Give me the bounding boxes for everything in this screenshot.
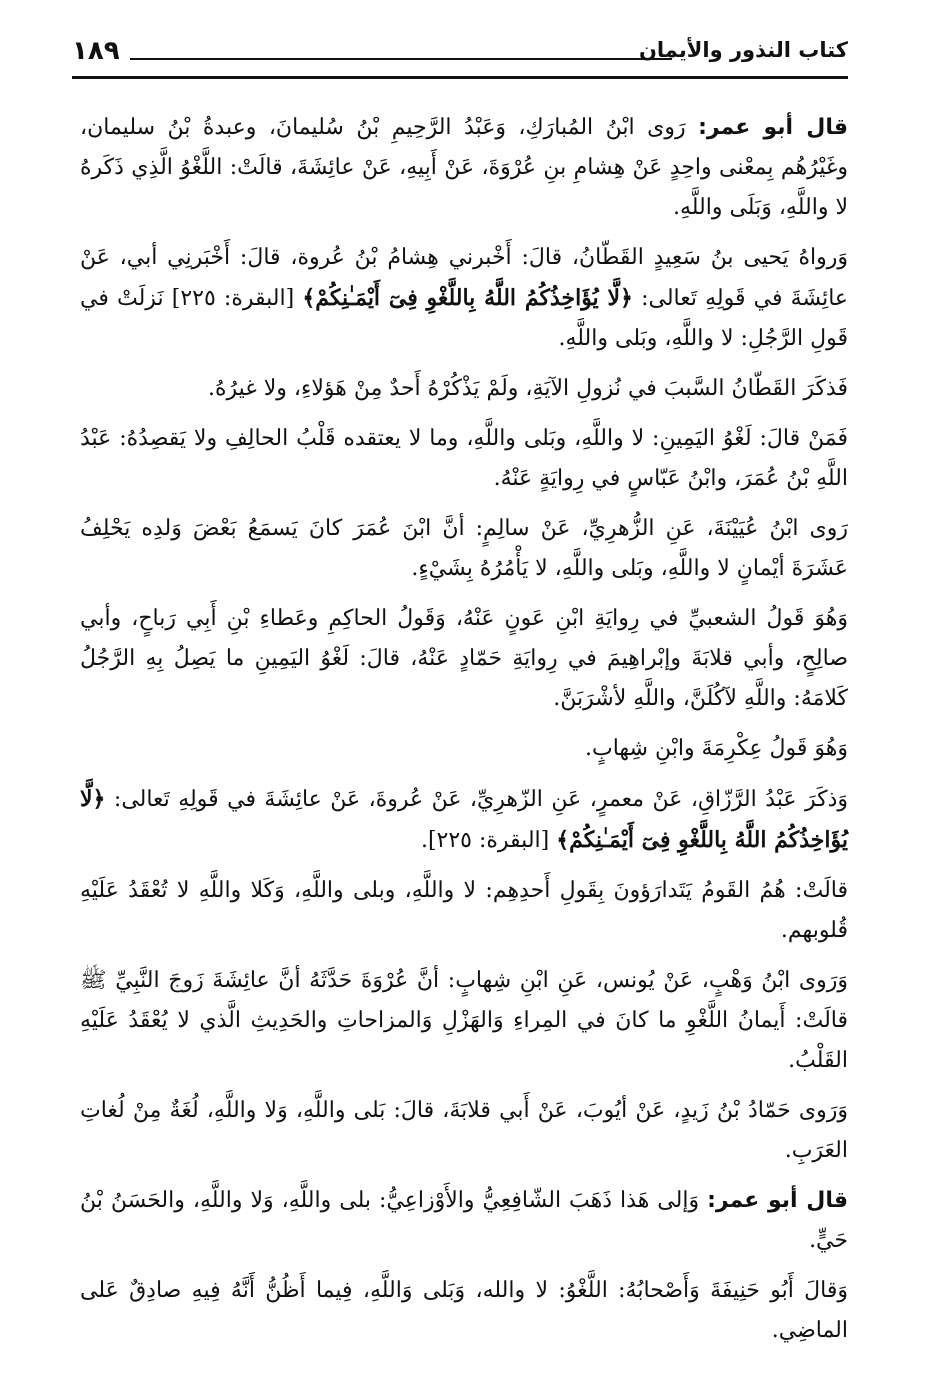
paragraph [80, 1271, 848, 1351]
paragraph-text-continued: نَزلَتْ في قَولِ الرَّجُلِ: لا واللَّهِ، وبَلى واللَّهِ. [80, 286, 848, 351]
quran-verse: ﴿لَّا يُؤَاخِذُكُمُ اللَّهُ بِاللَّغْوِ فِىٓ أَيْمَـٰنِكُمْ﴾ [302, 285, 633, 311]
speaker-label: قال أبو عمر: [707, 1188, 848, 1213]
paragraph-text: وَقالَ أَبُو حَنِيفَةَ وَأَصْحابُهُ: اللَّغْوُ: لا والله، وَبَلى وَاللَّهِ، فِيما أَظُنُّ أَنَّهُ فِيهِ صادِقٌ عَلى الماضِي. [80, 1278, 848, 1343]
verse-reference: [البقرة: ٢٢٥] [171, 286, 295, 311]
paragraph [80, 1181, 848, 1261]
paragraph-text: وَهُوَ قَولُ الشعبيِّ في رِوايَةِ ابْنِ عَونٍ عَنْهُ، وَقَولُ الحاكِمِ وعَطاءِ بْنِ أَبِي رَباحٍ، وأبي صالِحٍ، وأبي قلابَةَ وإبْراهِيمَ في رِوايَةِ حَمّادٍ عَنْهُ، قالَ: لَغْوُ اليَمِينِ ما يَصِلُ بِهِ الرَّجُلُ كَلامَهُ: واللَّهِ لآكُلَنَّ، واللَّهِ لأشْرَبَنَّ. [80, 606, 848, 711]
running-title: كتاب النذور والأيمان [639, 38, 848, 62]
page-header [72, 36, 848, 79]
speaker-label: قال أبو عمر: [698, 115, 848, 140]
paragraph [80, 779, 848, 861]
header-divider [130, 58, 672, 60]
paragraph [80, 509, 848, 589]
paragraph [80, 238, 848, 359]
paragraph-text: وَهُوَ قَولُ عِكْرِمَةَ وابْنِ شِهابٍ. [584, 736, 848, 761]
paragraph [80, 729, 848, 769]
paragraph [80, 369, 848, 409]
paragraph-text: رَوى ابْنُ المُبارَكِ، وَعَبْدُ الرَّحِيمِ بْنُ سُليمانَ، وعبدةُ بْنُ سليمان، وغَيْرُهُم بِمعْنى واحِدٍ عَنْ هِشامِ بنِ عُرْوَةَ، عَنْ أَبِيهِ، عَنْ عائِشَةَ، قالَتْ: اللَّغْوُ الَّذِي ذَكَرهُ لا واللَّهِ، وَبَلَى واللَّهِ. [80, 115, 848, 220]
paragraph [80, 108, 848, 228]
paragraph-text: وَرَوى حَمّادُ بْنُ زَيدٍ، عَنْ أيُوبَ، عَنْ أَبي قلابَةَ، قالَ: بَلى واللَّهِ، وَلا واللَّهِ، لُغَةٌ مِنْ لُغاتِ العَرَبِ. [80, 1098, 848, 1163]
paragraph [80, 1091, 848, 1171]
paragraph [80, 419, 848, 499]
paragraph-text: فَمَنْ قالَ: لَغْوُ اليَمِينِ: لا واللَّهِ، وبَلى واللَّهِ، وما لا يعتقده قَلْبُ الحالِفِ ولا يَقصِدُهُ: عَبْدُ اللَّهِ بْنُ عُمَرَ، وابْنُ عَبّاسٍ في رِوايَةٍ عَنْهُ. [80, 426, 848, 491]
page-number: ١٨٩ [72, 36, 120, 66]
quran-verse: ﴿لَّا يُؤَاخِذُكُمُ اللَّهُ بِاللَّغْوِ فِىٓ أَيْمَـٰنِكُمْ﴾ [80, 786, 848, 853]
paragraph [80, 961, 848, 1081]
paragraph-text: وَرواهُ يَحيى بنُ سَعِيدٍ القَطّانُ، قالَ: أَخْبرني هِشامُ بْنُ عُروة، قالَ: أَخْبَرنِي أبي، عَنْ عائِشَةَ في قَولِهِ تَعالى: [80, 245, 849, 311]
paragraph [80, 599, 848, 719]
verse-reference: [البقرة: ٢٢٥]. [420, 828, 550, 853]
paragraph-text: وَرَوى ابْنُ وَهْبٍ، عَنْ يُونس، عَنِ ابْنِ شِهابٍ: أنَّ عُرْوَةَ حَدَّثَهُ أنَّ عائِشَةَ زَوجَ النَّبِيِّ ﷺ قالَتْ: أَيمانُ اللَّغْوِ ما كانَ في المِراءِ وَالهَزْلِ وَالمزاحاتِ والحَدِيثِ الَّذي لا يُعْقَدُ عَلَيْهِ القَلْبُ. [80, 968, 848, 1073]
paragraph-text: رَوى ابْنُ عُيَيْنَةَ، عَنِ الزُّهرِيِّ، عَنْ سالِمٍ: أنَّ ابْنَ عُمَرَ كانَ يَسمَعُ بَعْضَ وَلدِه يَحْلِفُ عَشَرَةَ أيْمانٍ لا واللَّهِ، وبَلى واللَّهِ، لا يَأْمُرُهُ بِشَيْءٍ. [80, 516, 848, 581]
paragraph-text: وَذكَرَ عَبْدُ الرَّزّاقِ، عَنْ معمرٍ، عَنِ الزّهرِيِّ، عَنْ عُروةَ، عَنْ عائِشَةَ في قَولِهِ تَعالى: [113, 787, 848, 812]
paragraph-text: وَإلى هَذا ذَهَبَ الشّافِعِيُّ والأَوْزاعِيُّ: بلى واللَّهِ، وَلا واللَّهِ، والحَسَنُ بْنُ حَيٍّ. [80, 1188, 848, 1253]
paragraph [80, 871, 848, 951]
main-text [80, 108, 848, 1361]
paragraph-text: قالَتْ: هُمُ القَومُ يَتَدارَؤونَ بِقَولِ أَحدِهِم: لا واللَّهِ، وبلى واللَّهِ، وَكَلا واللَّهِ لا تُعْقَدُ عَلَيْهِ قُلوبهم. [80, 878, 848, 943]
paragraph-text: فَذكَرَ القَطّانُ السَّببَ في نُزولِ الآيَةِ، ولَمْ يَذْكُرْهُ أَحدٌ مِنْ هَؤلاءِ، ولا غيرُهُ. [207, 376, 848, 401]
